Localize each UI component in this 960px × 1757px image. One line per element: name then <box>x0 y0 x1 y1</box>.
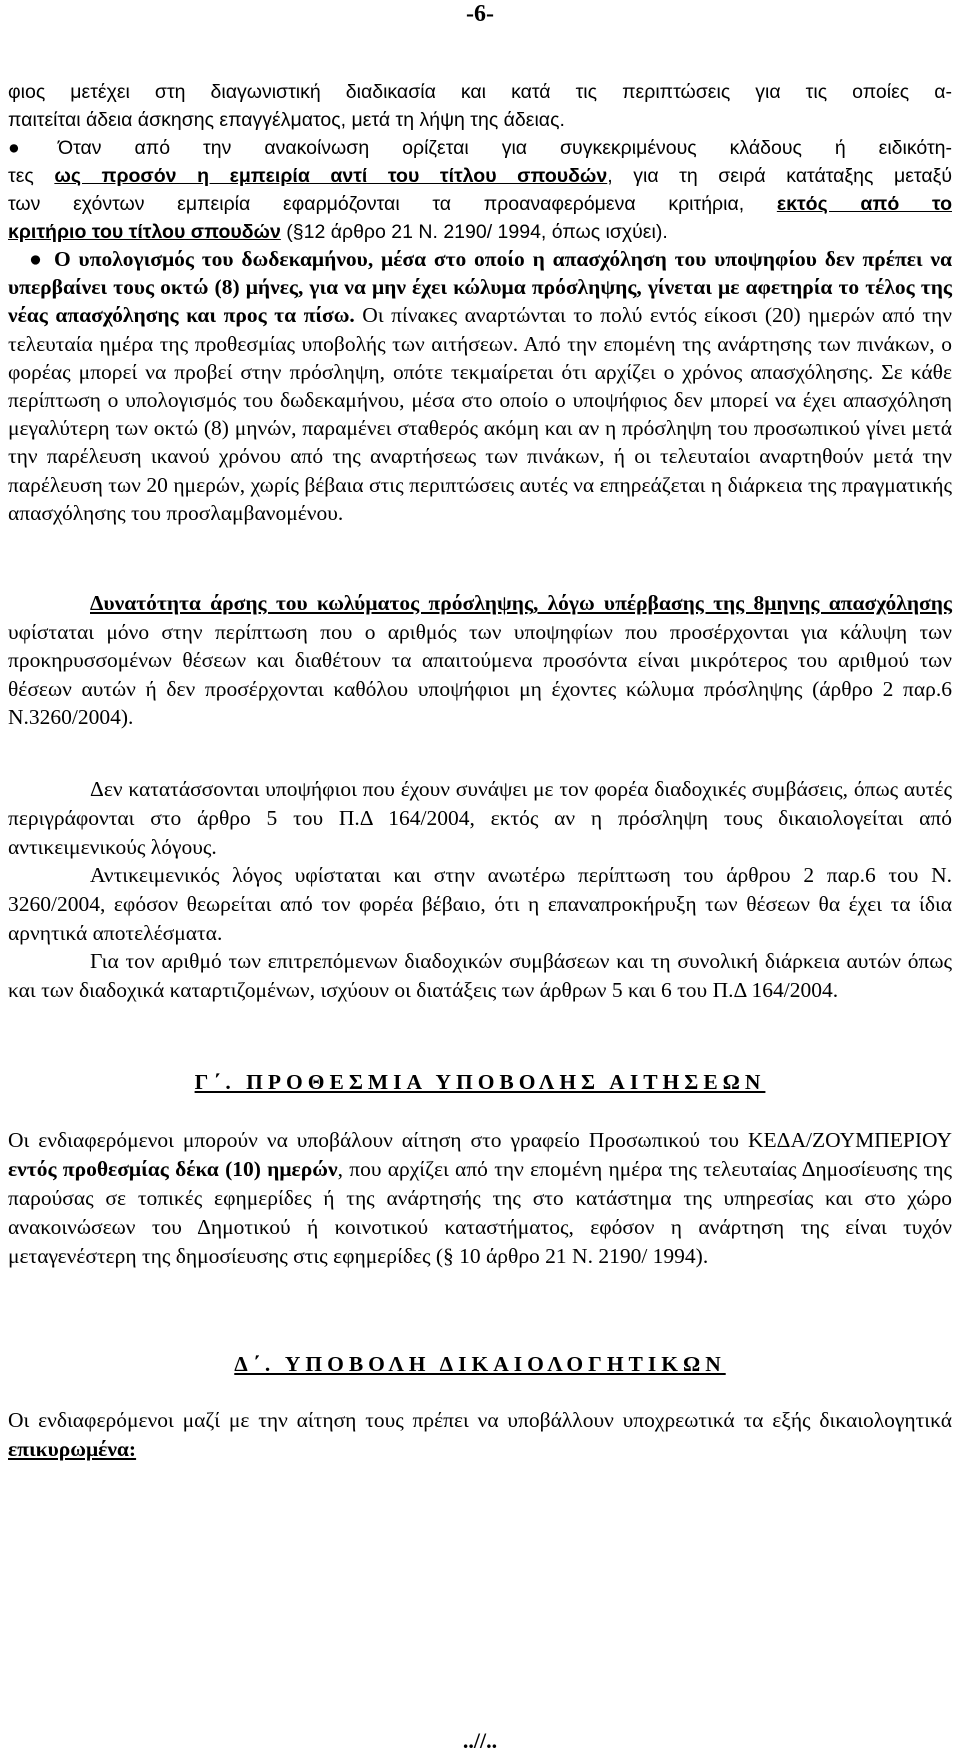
bullet-experience-line-1 <box>8 134 952 162</box>
bullet-twelve-month <box>8 245 952 527</box>
bullet-experience-line-2 <box>8 162 952 190</box>
paragraph-lifting-restriction-text: υφίσταται μόνο στην περίπτωση που ο αριθμός των υποψηφίων που προσέρχονται για κάλυψη των προκηρυσσομένων θέσεων και διαθέτουν τα απαιτούμενα προσόντα είναι μικρότερος του αριθμού των θέσεων αυτών ή δεν προσέρχονται καθόλου υποψήφιοι μη έχοντες κώλυμα πρόσληψης (άρθρο 2 παρ.6 Ν.3260/2004). <box>8 619 952 729</box>
paragraph-successive-contracts: Δεν κατατάσσονται υποψήφιοι που έχουν συνάψει με τον φορέα διαδοχικές συμβάσεις, όπως αυτές περιγράφονται στο άρθρο 5 του Π.Δ 164/2004, εκτός αν η πρόσληψη τους δικαιολογείται από αντικειμενικούς λόγους. <box>8 777 952 859</box>
section-g-text-a: Οι ενδιαφερόμενοι μπορούν να υποβάλουν αίτηση στο γραφείο Προσωπικού του ΚΕΔΑ/ΖΟΥΜΠΕΡΙΟΥ <box>8 1128 952 1152</box>
intro-paragraph <box>8 78 952 134</box>
bullet-icon: ● <box>8 137 20 159</box>
bullet-experience-text-4b: (§12 άρθρο 21 Ν. 2190/ 1994, όπως ισχύει). <box>280 221 668 243</box>
bullet-experience-text-2a: τες <box>8 165 55 187</box>
section-d-heading: Δ΄. ΥΠΟΒΟΛΗ ΔΙΚΑΙΟΛΟΓΗΤΙΚΩΝ <box>234 1352 726 1376</box>
intro-line-2: παιτείται άδεια άσκησης επαγγέλματος, μετά τη λήψη της άδειας. <box>8 109 565 131</box>
section-g-paragraph <box>8 1126 952 1271</box>
section-g-heading: Γ΄. ΠΡΟΘΕΣΜΙΑ ΥΠΟΒΟΛΗΣ ΑΙΤΗΣΕΩΝ <box>194 1070 766 1094</box>
intro-line-1: φιος μετέχει στη διαγωνιστική διαδικασία και κατά τις περιπτώσεις για τις οποίες α- <box>8 81 952 103</box>
paragraph-objective-reason: Αντικειμενικός λόγος υφίσταται και στην ανωτέρω περίπτωση του άρθρου 2 παρ.6 του Ν. 3260/2004, εφόσον θεωρείται από τον φορέα βέβαιο, ότι η επαναπροκήρυξη των θέσεων θα έχει τα ίδια αρνητικά αποτελέσματα. <box>8 863 952 945</box>
section-d-certified: επικυρωμένα: <box>8 1437 137 1461</box>
page-continuation-marker: ..//.. <box>462 1728 498 1753</box>
bullet-experience <box>8 134 952 246</box>
bullet-icon: ● <box>29 247 42 271</box>
paragraph-lifting-restriction-bold: Δυνατότητα άρσης του κωλύματος πρόσληψης, λόγω υπέρβασης της 8μηνης απασχόλησης <box>90 591 952 615</box>
section-g-deadline: εντός προθεσμίας δέκα (10) ημερών <box>8 1157 338 1181</box>
bullet-experience-text-1: Όταν από την ανακοίνωση ορίζεται για συγκεκριμένους κλάδους ή ειδικότη- <box>58 137 952 159</box>
bullet-experience-emphasis-3: κριτήριο του τίτλου σπουδών <box>8 221 281 243</box>
section-d-paragraph <box>8 1406 952 1464</box>
paragraph-number-of-contracts: Για τον αριθμό των επιτρεπόμενων διαδοχικών συμβάσεων και τη συνολική διάρκεια αυτών όπως και των διαδοχικά καταρτιζομένων, ισχύουν οι διατάξεις των άρθρων 5 και 6 του Π.Δ 164/2004. <box>8 949 952 1002</box>
section-g-text-b: , που αρχίζει από την επομένη ημέρα της τελευταίας Δημοσίευσης της παρούσας σε τοπικές εφημερίδες ή της ανάρτησής της στο κατάστημα της υπηρεσίας και στο χώρο ανακοινώσεων του Δημοτικού ή κοινοτικού καταστήματος, εφόσον η ανάρτηση της είναι τυχόν μεταγενέστερη της δημοσίευσης στις εφημερίδες (§ 10 άρθρο 21 Ν. 2190/ 1994). <box>8 1157 952 1268</box>
paragraph-lifting-restriction <box>8 589 952 732</box>
bullet-experience-text-2c: , για τη σειρά κατάταξης μεταξύ <box>607 165 952 187</box>
bullet-experience-text-3a: των εχόντων εμπειρία εφαρμόζονται τα προαναφερόμενα κριτήρια, <box>8 193 777 215</box>
bullet-experience-emphasis-1: ως προσόν η εμπειρία αντί του τίτλου σπουδών <box>54 165 608 187</box>
bullet-experience-line-4 <box>8 218 952 246</box>
bullet-twelve-month-bold: Ο υπολογισμός του δωδεκαμήνου, μέσα στο οποίο η απασχόληση του υποψηφίου δεν πρέπει να υπερβαίνει τους οκτώ (8) μήνες, για να μην έχει κώλυμα πρόσληψης, γίνεται με αφετηρία το τέλος της νέας απασχόλησης και προς τα πίσω. <box>8 247 952 328</box>
bullet-experience-line-3 <box>8 190 952 218</box>
bullet-twelve-month-text: Οι πίνακες αναρτώνται το πολύ εντός είκοσι (20) ημερών από την τελευταία ημέρα της προθεσμίας υποβολής των αιτήσεων. Από την επομένη της ανάρτησης των πινάκων, ο φορέας μπορεί να προβεί στην πρόσληψη, οπότε τεκμαίρεται ότι αρχίζει ο χρόνος απασχόλησης. Σε κάθε περίπτωση ο υπολογισμός του δωδεκαμήνου, μέσα στο οποίο ο υποψήφιος δεν μπορεί να έχει απασχόληση μεγαλύτερη των οκτώ (8) μηνών, παραμένει σταθερός ακόμη και αν η πρόσληψη του προσωπικού γίνει μετά την παρέλευση ικανού χρόνου από της αναρτήσεως των πινάκων, ή οι τελευταίοι αναρτηθούν μετά την παρέλευση των 20 ημερών, χωρίς βέβαια στις περιπτώσεις αυτές να επηρεάζεται η διάρκεια της πραγματικής απασχόλησης του προσλαμβανομένου. <box>8 303 952 525</box>
section-d-text-a: Οι ενδιαφερόμενοι μαζί με την αίτηση τους πρέπει να υποβάλλουν υποχρεωτικά τα εξής δικαιολογητικά <box>8 1408 952 1432</box>
page-number: -6- <box>466 1 494 27</box>
bullet-experience-emphasis-2: εκτός από το <box>776 193 952 215</box>
